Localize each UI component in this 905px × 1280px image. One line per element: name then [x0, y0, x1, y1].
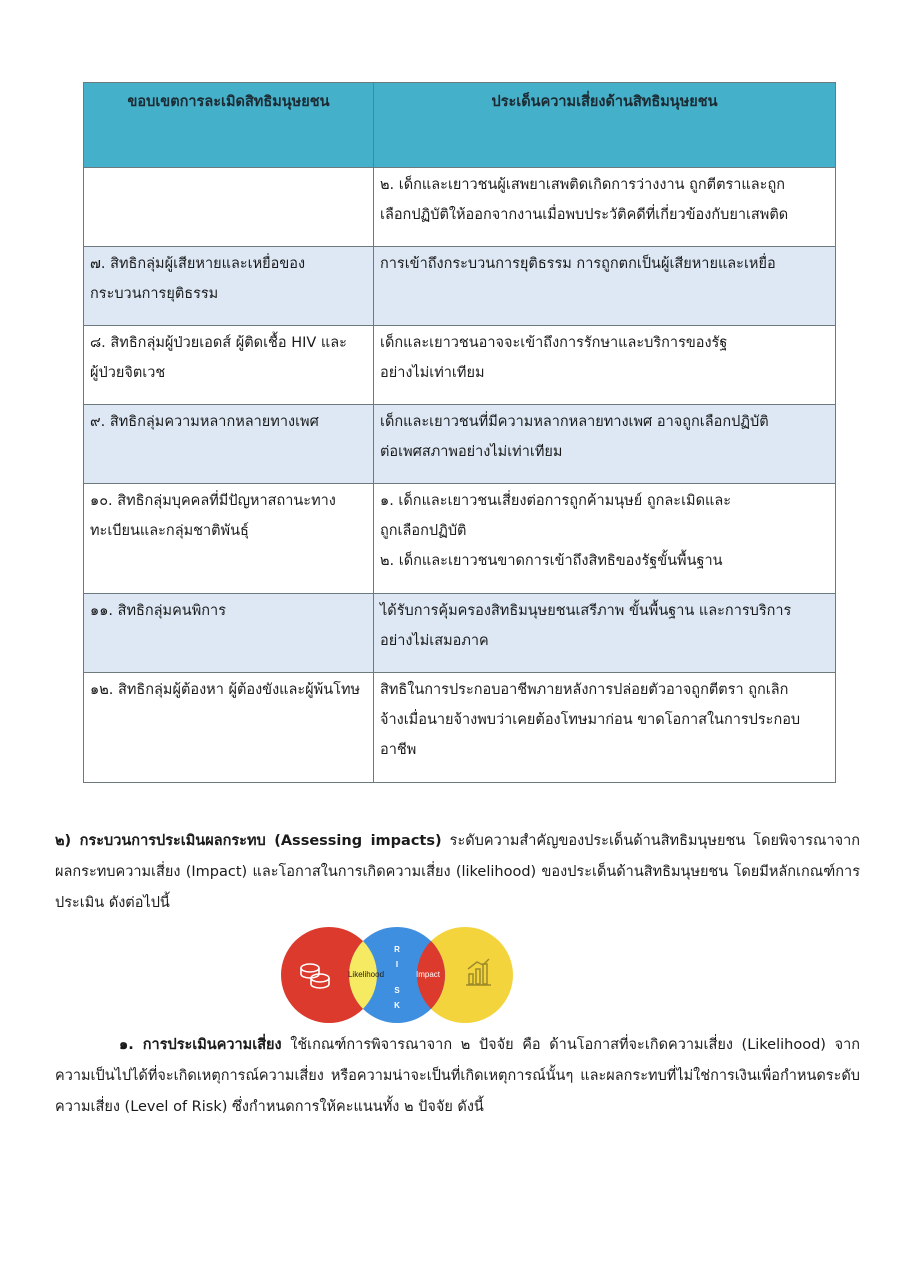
cell-risk: เด็กและเยาวชนที่มีความหลากหลายทางเพศ อาจถูกเลือกปฏิบัติ ต่อเพศสภาพอย่างไม่เท่าเทียม: [374, 405, 836, 484]
cell-risk: การเข้าถึงกระบวนการยุติธรรม การถูกตกเป็นผู้เสียหายและเหยื่อ: [374, 247, 836, 326]
table-row: [84, 326, 836, 405]
cell-scope: ๗. สิทธิกลุ่มผู้เสียหายและเหยื่อของ กระบวนการยุติธรรม: [84, 247, 374, 326]
header-risk: ประเด็นความเสี่ยงด้านสิทธิมนุษยชน: [374, 83, 836, 168]
section-2-1-text: ใช้เกณฑ์การพิจารณาจาก ๒ ปัจจัย คือ ด้านโอกาสที่จะเกิดความเสี่ยง (Likelihood) จากความเป็นไปได้ที่จะเกิดเหตุการณ์ความเสี่ยง หรือความน่าจะเป็นที่เกิดเหตุการณ์นั้นๆ และผลกระทบที่ไม่ใช่การเงินเพื่อกำหนดระดับความเสี่ยง (Level of Risk) ซึ่งกำหนดการให้คะแนนทั้ง ๒ ปัจจัย ดังนี้: [55, 1037, 860, 1115]
impact-label: Impact: [415, 970, 441, 979]
cell-scope: ๑๑. สิทธิกลุ่มคนพิการ: [84, 594, 374, 673]
table-row: [84, 594, 836, 673]
section-2-paragraph: [55, 826, 860, 919]
cell-risk: ๒. เด็กและเยาวชนผู้เสพยาเสพติดเกิดการว่างงาน ถูกตีตราและถูก เลือกปฏิบัติให้ออกจากงานเมื่อพบประวัติคดีที่เกี่ยวข้องกับยาเสพติด: [374, 168, 836, 247]
svg-text:K: K: [394, 1001, 400, 1010]
table-row: [84, 405, 836, 484]
risk-venn-diagram: [280, 926, 515, 1024]
human-rights-risk-table: [83, 82, 836, 783]
svg-text:S: S: [394, 986, 400, 995]
section-2-heading: ๒) กระบวนการประเมินผลกระทบ (Assessing impacts): [55, 833, 442, 849]
svg-text:R: R: [394, 945, 400, 954]
cell-scope: ๑๐. สิทธิกลุ่มบุคคลที่มีปัญหาสถานะทาง ทะเบียนและกลุ่มชาติพันธุ์: [84, 484, 374, 594]
table-row: [84, 673, 836, 783]
section-2-text: ระดับความสำคัญของประเด็นด้านสิทธิมนุษยชน โดยพิจารณาจากผลกระทบความเสี่ยง (Impact) และโอกาสในการเกิดความเสี่ยง (likelihood) ของประเด็นด้านสิทธิมนุษยชน โดยมีหลักเกณฑ์การประเมิน ดังต่อไปนี้: [55, 833, 860, 911]
table-row: [84, 484, 836, 594]
cell-scope: ๙. สิทธิกลุ่มความหลากหลายทางเพศ: [84, 405, 374, 484]
section-2-1-paragraph: [55, 1030, 860, 1123]
cell-risk: ได้รับการคุ้มครองสิทธิมนุษยชนเสรีภาพ ขั้นพื้นฐาน และการบริการ อย่างไม่เสมอภาค: [374, 594, 836, 673]
cell-risk: เด็กและเยาวชนอาจจะเข้าถึงการรักษาและบริการของรัฐ อย่างไม่เท่าเทียม: [374, 326, 836, 405]
table-row: [84, 247, 836, 326]
table-row: [84, 168, 836, 247]
cell-risk: สิทธิในการประกอบอาชีพภายหลังการปล่อยตัวอาจถูกตีตรา ถูกเลิก จ้างเมื่อนายจ้างพบว่าเคยต้องโทษมาก่อน ขาดโอกาสในการประกอบ อาชีพ: [374, 673, 836, 783]
cell-scope: [84, 168, 374, 247]
likelihood-label: Likelihood: [347, 970, 385, 979]
cell-risk: ๑. เด็กและเยาวชนเสี่ยงต่อการถูกค้ามนุษย์ ถูกละเมิดและ ถูกเลือกปฏิบัติ ๒. เด็กและเยาวชนขาดการเข้าถึงสิทธิของรัฐขั้นพื้นฐาน: [374, 484, 836, 594]
section-2-1-heading: ๑. การประเมินความเสี่ยง: [119, 1037, 282, 1053]
table-header-row: [84, 83, 836, 168]
header-scope: ขอบเขตการละเมิดสิทธิมนุษยชน: [84, 83, 374, 168]
cell-scope: ๘. สิทธิกลุ่มผู้ป่วยเอดส์ ผู้ติดเชื้อ HIV และ ผู้ป่วยจิตเวช: [84, 326, 374, 405]
svg-text:I: I: [395, 960, 399, 969]
cell-scope: ๑๒. สิทธิกลุ่มผู้ต้องหา ผู้ต้องขังและผู้พ้นโทษ: [84, 673, 374, 783]
